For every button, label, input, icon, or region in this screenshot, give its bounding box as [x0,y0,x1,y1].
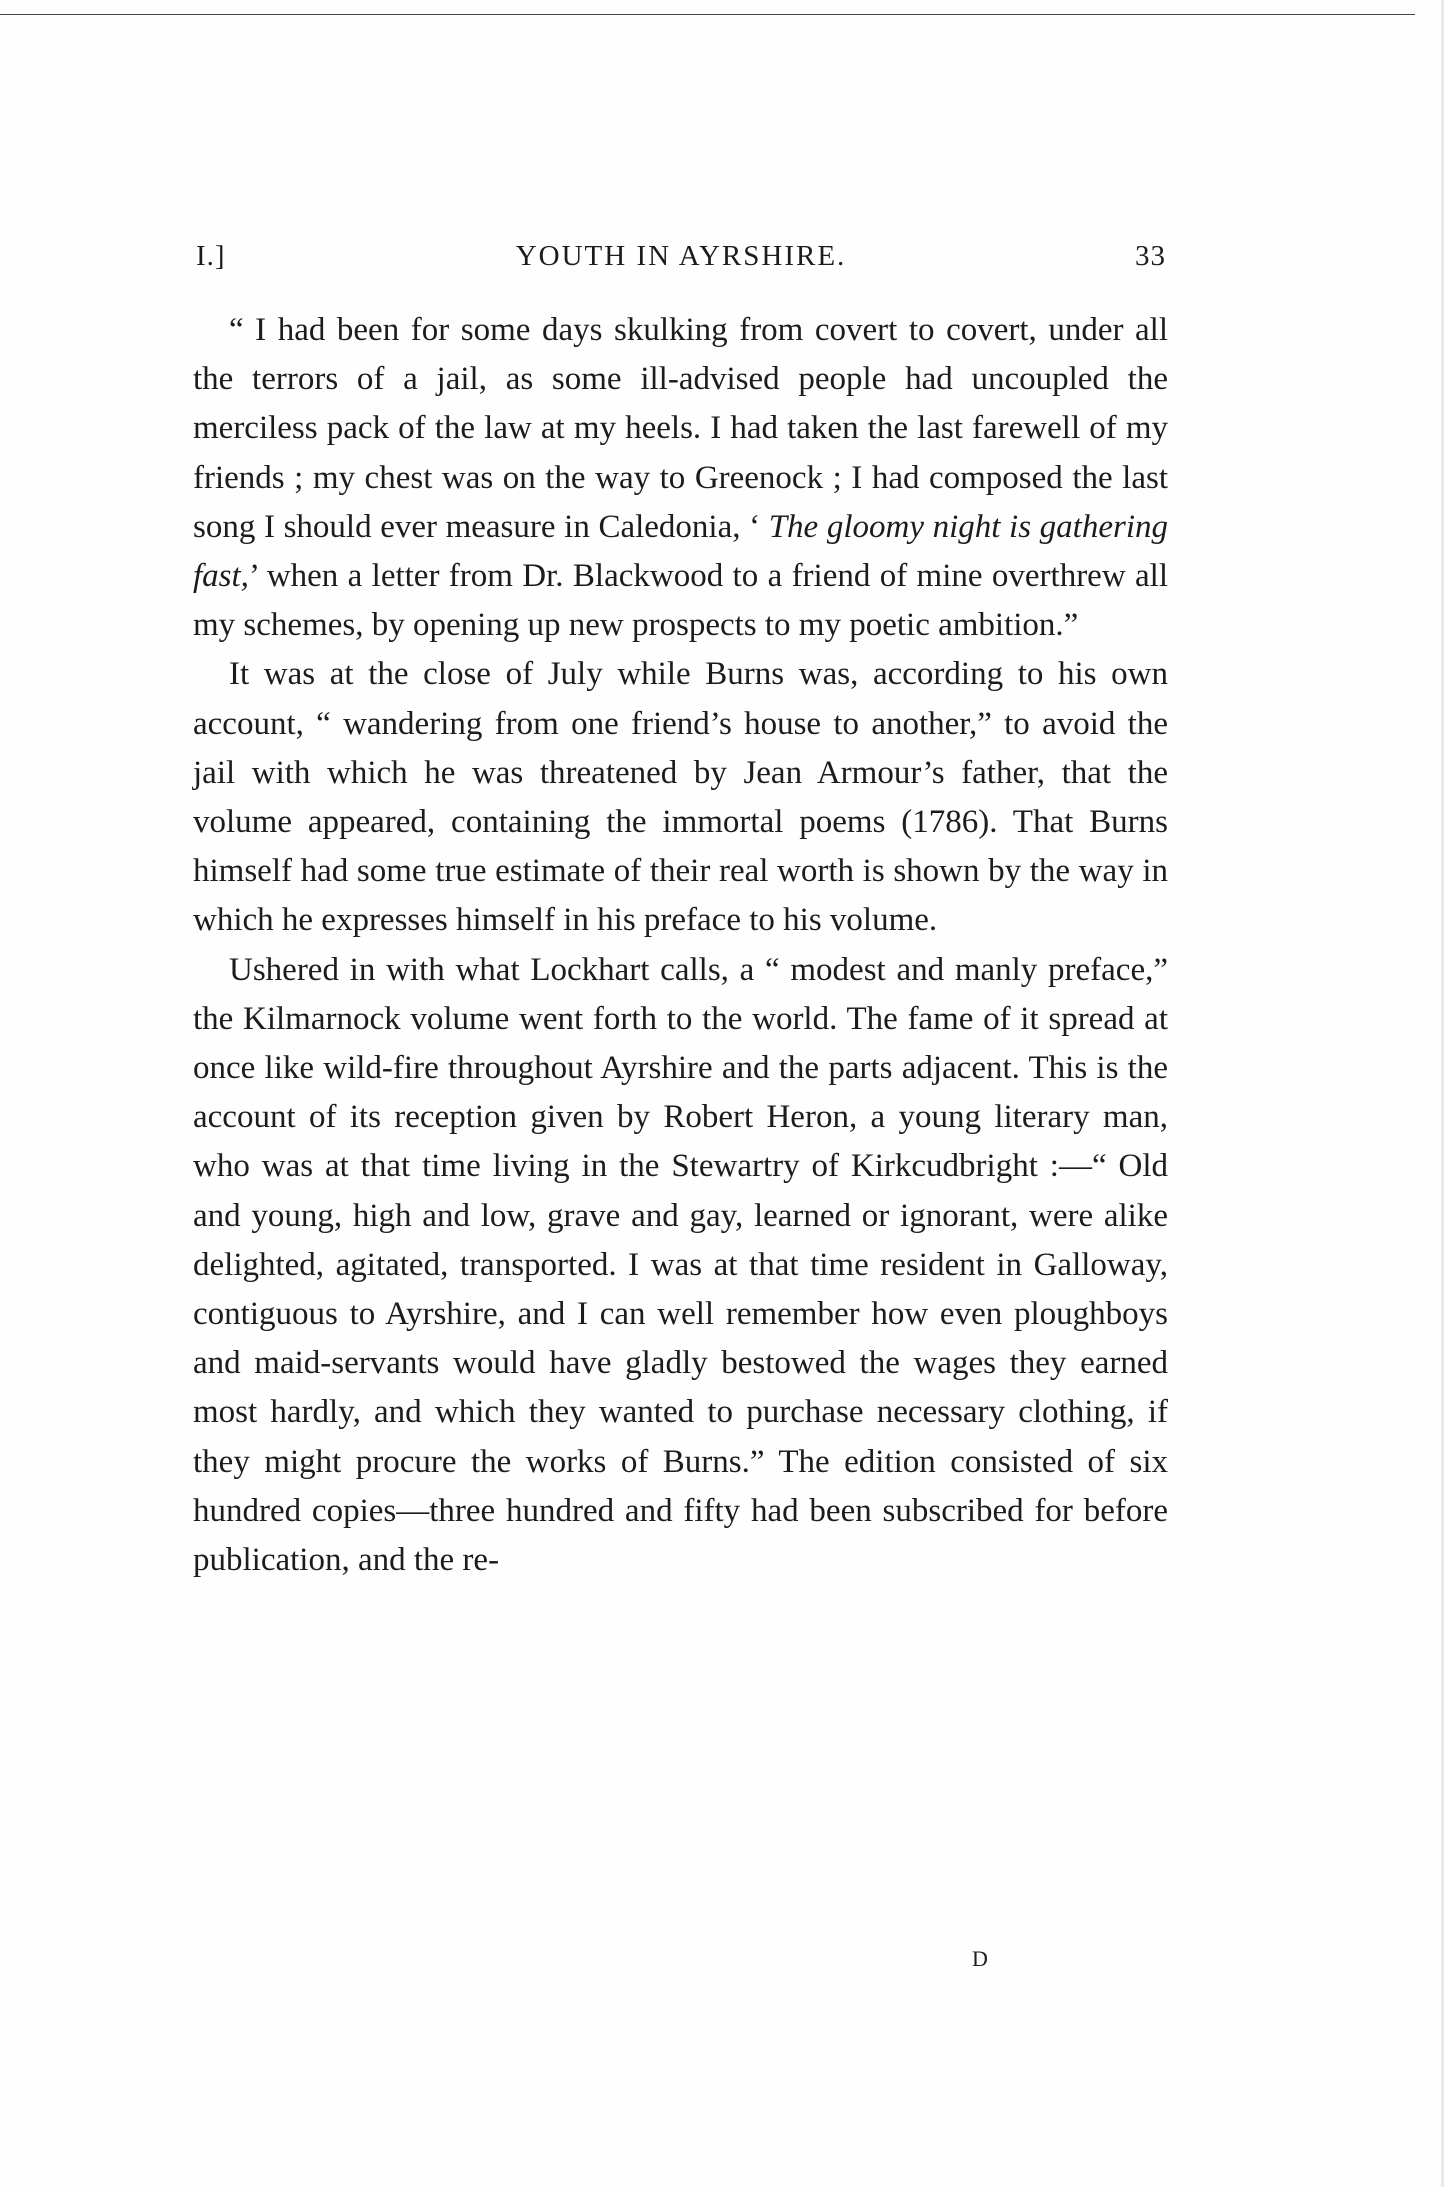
top-rule-divider [0,14,1415,15]
paragraph-reception: Ushered in with what Lockhart calls, a “ modest and manly preface,” the Kilmarnock volume went forth to the world. The fame of it spread at once like wild-fire throughout Ayrshire and the parts adjacent. This is the account of its reception given by Robert Heron, a young literary man, who was at that time living in the Stewartry of Kirkcudbright :—“ Old and young, high and low, grave and gay, learned or ignorant, were alike delighted, agitated, transported. I was at that time resident in Galloway, contiguous to Ayrshire, and I can well remember how even ploughboys and maid-servants would have gladly bestowed the wages they earned most hardly, and which they wanted to purchase necessary clothing, if they might procure the works of Burns.” The edition consisted of six hundred copies—three hundred and fifty had been subscribed for before publication, and the re- [193,951,1168,1579]
paragraph-publication: It was at the close of July while Burns was, according to his own account, “ wandering from one friend’s house to another,” to avoid the jail with which he was threatened by Jean Armour’s father, that the volume appeared, containing the immortal poems (1786). That Burns himself had some true estimate of their real worth is shown by the way in which he expresses himself in his preface to his volume. [193,656,1168,939]
song-title: The gloomy night is gathering fast, [193,508,1168,595]
running-title: YOUTH IN AYRSHIRE. [515,240,847,272]
running-head [196,240,1166,280]
quote-text-start: “ I had been for some days skulking from covert to covert, under all the terrors of a jail, as some ill-advised people had uncoupled the merciless pack of the law at my heels. I had taken the last farewell of my friends ; my chest was on the way to Greenock ; I had composed the last song I should ever measure in Caledonia, ‘ [193,312,1168,545]
quote-text-end: ’ when a letter from Dr. Blackwood to a friend of mine overthrew all my schemes, by opening up new prospects to my poetic ambition.” [193,558,1168,644]
page-number: 33 [1135,240,1166,272]
body-text [193,306,1168,1585]
paragraph-quote [193,306,1168,650]
signature-mark: D [972,1946,989,1971]
chapter-number: I.] [196,240,226,272]
